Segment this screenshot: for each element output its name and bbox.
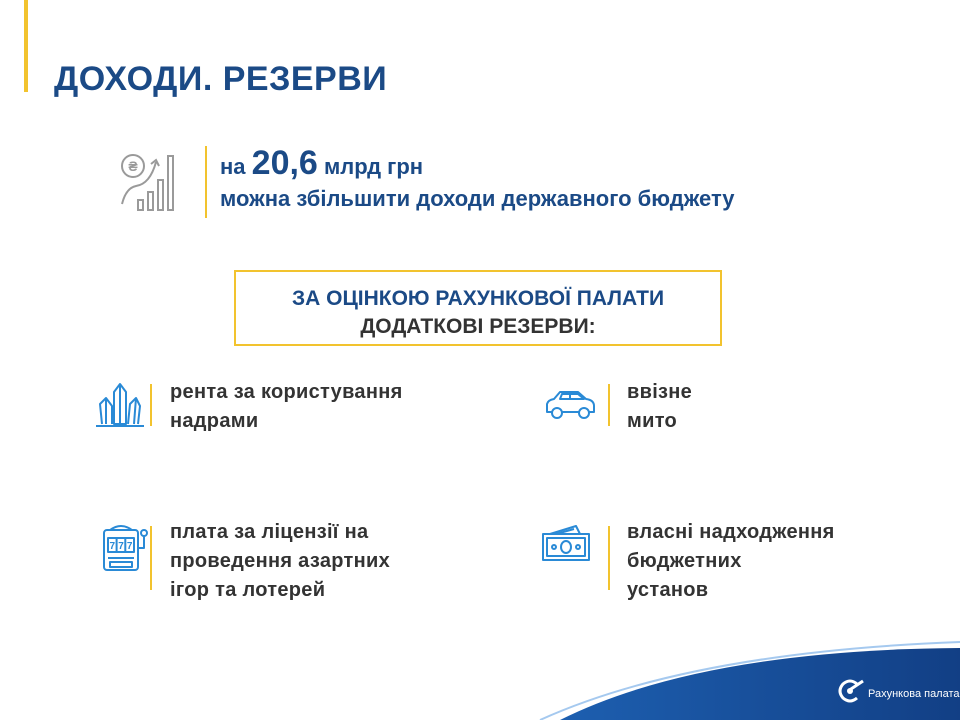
reserves-box-line2: ДОДАТКОВІ РЕЗЕРВИ:: [360, 315, 596, 338]
item-line: установ: [627, 579, 709, 601]
item-line: мито: [627, 410, 678, 432]
svg-text:₴: ₴: [128, 158, 138, 174]
footer-brand: Рахункова палата: [868, 688, 960, 700]
svg-text:7: 7: [109, 541, 116, 552]
item-line: бюджетних: [627, 550, 742, 572]
reserves-box-line1: ЗА ОЦІНКОЮ РАХУНКОВОЇ ПАЛАТИ: [291, 287, 665, 310]
headline-text: можна збільшити доходи державного бюджету: [220, 186, 735, 211]
item-line: плата за ліцензії на: [170, 521, 369, 543]
item-line: ввізне: [627, 381, 693, 403]
svg-text:7: 7: [118, 541, 124, 552]
item-line: власні надходження: [627, 521, 835, 543]
item-line: надрами: [170, 410, 259, 432]
svg-text:7: 7: [126, 541, 133, 552]
item-line: проведення азартних: [170, 550, 390, 572]
headline-unit: млрд грн: [323, 154, 424, 179]
accounting-chamber-logo-icon: [835, 676, 865, 706]
page-title: ДОХОДИ. РЕЗЕРВИ: [54, 60, 388, 98]
headline-amount-value: 20,6: [251, 144, 318, 182]
item-line: рента за користування: [170, 381, 403, 403]
item-line: ігор та лотерей: [170, 579, 326, 601]
headline-prefix: на: [220, 154, 246, 179]
